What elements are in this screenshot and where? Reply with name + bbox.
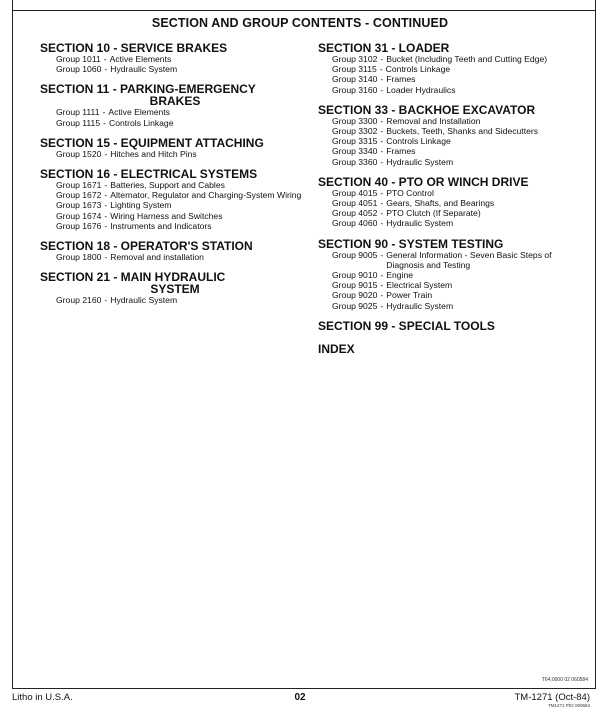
group-separator: - (380, 218, 384, 229)
group-number: Group 3115 (332, 64, 377, 75)
group-number: Group 1800 (56, 252, 102, 263)
group-number: Group 9005 (332, 249, 378, 260)
section-heading-line: SECTION 90 - SYSTEM TESTING (318, 236, 504, 251)
group-entry (318, 290, 590, 300)
group-entry (40, 295, 310, 305)
group-separator: - (380, 115, 384, 126)
section-heading-line: SECTION 21 - MAIN HYDRAULIC (40, 270, 226, 285)
group-title: Alternator, Regulator and Charging-System Wiring (110, 190, 302, 201)
section-heading-line: SECTION 99 - SPECIAL TOOLS (318, 318, 495, 333)
group-number: Group 9025 (332, 300, 378, 311)
group-entry (318, 157, 590, 167)
group-number: Group 4015 (332, 187, 378, 198)
section-heading (40, 42, 310, 54)
section-heading (318, 104, 590, 116)
group-title: General Information - Seven Basic Steps of Diagnosis and Testing (386, 249, 552, 270)
doc-number: TM-1271 (Oct-84) (514, 692, 590, 703)
group-entry (40, 211, 310, 221)
group-number: Group 3315 (332, 136, 378, 147)
group-title: Hydraulic System (110, 64, 178, 75)
group-separator: - (380, 84, 384, 95)
section-heading (40, 240, 310, 252)
group-number: Group 3300 (332, 115, 378, 126)
section-heading-line: SECTION 18 - OPERATOR'S STATION (40, 239, 253, 254)
section-heading-line: SECTION 33 - BACKHOE EXCAVATOR (318, 102, 536, 117)
group-entry (318, 74, 590, 84)
group-number: Group 3302 (332, 126, 378, 137)
group-entry (318, 64, 590, 74)
group-number: Group 9010 (332, 270, 378, 281)
group-number: Group 1115 (56, 117, 101, 128)
group-entry (318, 218, 590, 228)
group-entry (40, 64, 310, 74)
section-heading-line: SECTION 31 - LOADER (318, 41, 450, 55)
group-entry (318, 270, 590, 280)
group-title: Hydraulic System (386, 156, 454, 167)
group-title: Bucket (Including Teeth and Cutting Edge) (386, 54, 548, 64)
group-entry (318, 54, 590, 64)
group-title: Hydraulic System (386, 218, 454, 229)
group-number: Group 1520 (56, 148, 102, 159)
group-entry (318, 250, 590, 270)
group-title: Engine (386, 270, 414, 281)
group-number: Group 1011 (56, 54, 101, 64)
group-separator: - (380, 290, 384, 301)
group-entry (318, 301, 590, 311)
group-title: Controls Linkage (109, 117, 174, 128)
footer-page-number: 02 (294, 692, 306, 703)
index-heading: INDEX (318, 341, 355, 356)
group-number: Group 3140 (332, 74, 378, 85)
group-separator: - (380, 300, 384, 311)
group-separator: - (102, 107, 106, 118)
group-title: Instruments and Indicators (110, 220, 212, 231)
group-entry (318, 198, 590, 208)
group-entry (40, 107, 310, 117)
group-separator: - (380, 136, 384, 147)
group-title: Batteries, Support and Cables (110, 180, 225, 191)
group-separator: - (104, 148, 108, 159)
group-entry (318, 280, 590, 290)
section-heading-line: SECTION 11 - PARKING-EMERGENCY (40, 82, 256, 97)
group-separator: - (380, 156, 384, 167)
group-title: Gears, Shafts, and Bearings (386, 198, 495, 209)
section-heading (318, 320, 590, 332)
group-entry (40, 54, 310, 64)
group-separator: - (380, 74, 384, 85)
section-heading-line: SECTION 16 - ELECTRICAL SYSTEMS (40, 167, 258, 182)
group-separator: - (104, 252, 108, 263)
image-code: T64;0000 02 060584 (541, 677, 588, 683)
group-number: Group 1111 (56, 107, 100, 118)
group-title: Power Train (386, 290, 433, 301)
section-heading (40, 168, 310, 180)
group-entry (318, 188, 590, 198)
group-number: Group 1676 (56, 220, 102, 231)
group-separator: - (380, 146, 384, 157)
group-entry (318, 116, 590, 126)
group-entry (40, 180, 310, 190)
page-title: SECTION AND GROUP CONTENTS - CONTINUED (151, 16, 449, 30)
group-separator: - (380, 54, 384, 64)
group-entry (40, 118, 310, 128)
group-entry (318, 85, 590, 95)
group-entry (40, 200, 310, 210)
section-heading-continuation: BRAKES (149, 94, 201, 109)
group-number: Group 4051 (332, 198, 378, 209)
right-column (318, 42, 590, 356)
top-border (12, 0, 596, 10)
section-heading-continuation: SYSTEM (150, 282, 200, 297)
group-separator: - (104, 295, 108, 306)
group-number: Group 1060 (56, 64, 102, 75)
section-heading (318, 176, 590, 188)
group-entry (318, 136, 590, 146)
group-title: Frames (386, 146, 416, 157)
section-heading (40, 83, 310, 107)
section-heading (318, 42, 590, 54)
group-number: Group 1671 (56, 180, 102, 191)
group-number: Group 9015 (332, 280, 378, 291)
group-separator: - (380, 249, 384, 260)
group-separator: - (104, 200, 108, 211)
group-number: Group 3102 (332, 54, 378, 64)
group-separator: - (380, 187, 384, 198)
group-separator: - (104, 220, 108, 231)
group-title: Active Elements (108, 107, 170, 118)
group-number: Group 1672 (56, 190, 102, 201)
group-number: Group 4052 (332, 208, 378, 219)
group-title: Frames (386, 74, 416, 85)
doc-subcode: TM1271 P02 060584 (547, 703, 590, 708)
group-entry (318, 126, 590, 136)
group-entry (40, 190, 310, 200)
group-separator: - (380, 270, 384, 281)
group-title: Hydraulic System (110, 295, 178, 306)
group-separator: - (103, 117, 106, 128)
group-separator: - (104, 64, 108, 75)
section-heading (40, 137, 310, 149)
group-title: Hitches and Hitch Pins (110, 148, 197, 159)
group-separator: - (104, 210, 108, 221)
section-heading-line: SECTION 15 - EQUIPMENT ATTACHING (40, 135, 264, 150)
group-separator: - (380, 208, 384, 219)
group-title: Controls Linkage (386, 136, 451, 147)
group-title: Hydraulic System (386, 300, 454, 311)
group-title: Controls Linkage (385, 64, 451, 75)
group-title: Active Elements (109, 54, 172, 64)
group-entry (318, 146, 590, 156)
group-title: Loader Hydraulics (386, 84, 456, 95)
group-entry (318, 208, 590, 218)
group-separator: - (104, 190, 108, 201)
group-number: Group 3160 (332, 84, 378, 95)
group-separator: - (380, 126, 384, 137)
footer-litho: Litho in U.S.A. (12, 692, 73, 703)
group-entry (40, 252, 310, 262)
group-separator: - (380, 198, 384, 209)
group-number: Group 2160 (56, 295, 102, 306)
group-separator: - (103, 54, 107, 64)
group-separator: - (380, 280, 384, 291)
group-number: Group 4060 (332, 218, 378, 229)
footer-doc-id (515, 692, 591, 708)
group-title: Wiring Harness and Switches (110, 210, 223, 221)
group-number: Group 9020 (332, 290, 378, 301)
group-title: Removal and Installation (386, 115, 481, 126)
group-title: Removal and installation (110, 252, 204, 263)
section-heading (318, 238, 590, 250)
group-title: Electrical System (386, 280, 453, 291)
group-number: Group 1674 (56, 210, 102, 221)
group-number: Group 1673 (56, 200, 102, 211)
group-separator: - (104, 180, 108, 191)
group-separator: - (379, 64, 383, 75)
section-heading-line: SECTION 40 - PTO OR WINCH DRIVE (318, 174, 529, 189)
group-title: PTO Control (386, 187, 434, 198)
group-title: Lighting System (110, 200, 172, 211)
section-heading (40, 271, 310, 295)
group-title: Buckets, Teeth, Shanks and Sidecutters (386, 126, 539, 137)
left-column (40, 42, 310, 305)
section-heading-line: SECTION 10 - SERVICE BRAKES (40, 41, 228, 55)
group-title: PTO Clutch (If Separate) (386, 208, 481, 219)
group-entry (40, 221, 310, 231)
group-number: Group 3340 (332, 146, 378, 157)
group-number: Group 3360 (332, 156, 378, 167)
group-entry (40, 149, 310, 159)
